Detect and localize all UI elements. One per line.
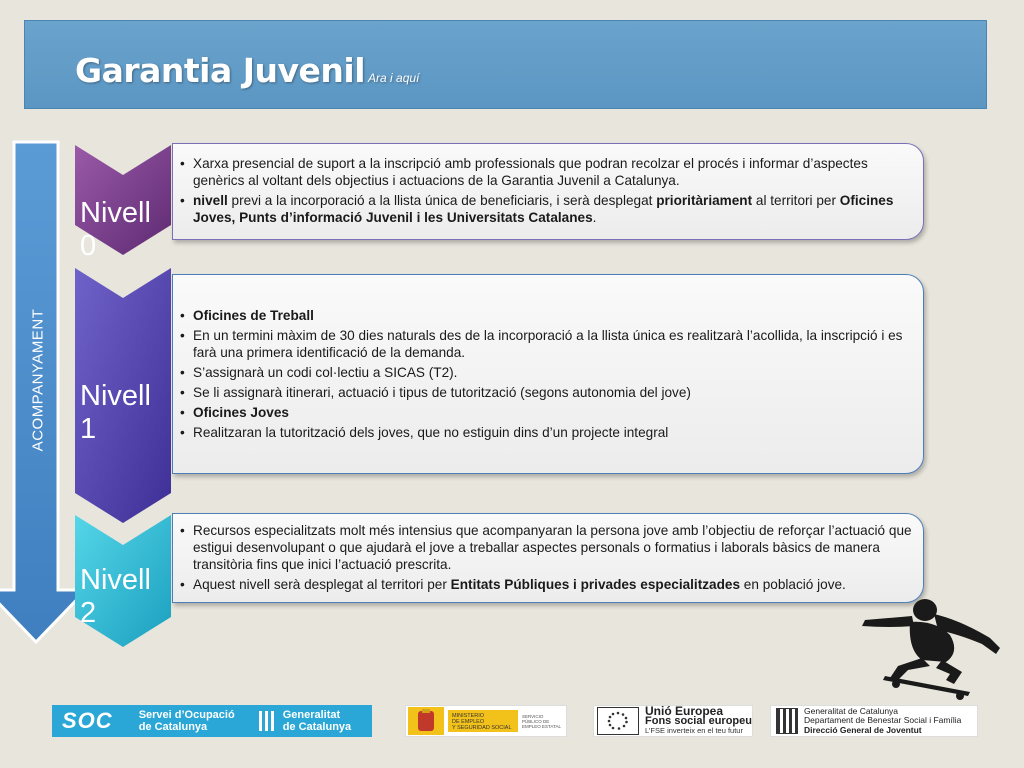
bullet-text-segment: Oficines de Treball bbox=[193, 308, 314, 323]
ministerio-line2: DE EMPLEO bbox=[452, 719, 485, 725]
level-1-bullet bbox=[173, 327, 913, 361]
page-subtitle: Ara i aquí bbox=[368, 71, 420, 85]
bullet-text-segment: nivell bbox=[193, 193, 228, 208]
bullet-text-segment: previ a la incorporació a la llista única de beneficiaris, i serà desplegat bbox=[227, 193, 657, 208]
level-1-list bbox=[173, 307, 913, 441]
level-2-description bbox=[172, 513, 924, 603]
generalitat-line2: de Catalunya bbox=[282, 721, 352, 733]
level-1-bullet bbox=[173, 424, 913, 441]
bullet-text-segment: S’assignarà un codi col·lectiu a SICAS (T2). bbox=[193, 365, 458, 380]
level-2-bullet bbox=[173, 522, 913, 573]
generalitat-benestar-logo bbox=[770, 705, 978, 737]
level-1-bullet bbox=[173, 384, 913, 401]
level-2-list bbox=[173, 522, 913, 593]
eu-logo bbox=[593, 705, 753, 737]
gencat-line1: Generalitat de Catalunya bbox=[804, 705, 899, 716]
soc-logo bbox=[52, 705, 372, 737]
generalitat-icon bbox=[259, 711, 277, 731]
coat-of-arms-icon bbox=[408, 707, 444, 735]
soc-name-line2: de Catalunya bbox=[138, 721, 208, 733]
level-1-label: Nivell 1 bbox=[80, 380, 151, 445]
bullet-text-segment: al territori per bbox=[752, 193, 840, 208]
level-2-bullet bbox=[173, 576, 913, 593]
level-0-description bbox=[172, 143, 924, 240]
soc-name bbox=[139, 709, 249, 733]
soc-name-line1: Servei d’Ocupació bbox=[138, 709, 235, 721]
eu-line2: Fons social europeu bbox=[645, 715, 752, 727]
ministerio-line1: MINISTERIO bbox=[452, 713, 485, 719]
bullet-text-segment: Oficines Joves bbox=[193, 405, 289, 420]
gencat-line2: Departament de Benestar Social i Família bbox=[804, 715, 962, 726]
level-0-bullet bbox=[173, 192, 913, 226]
bullet-text-segment: Xarxa presencial de suport a la inscripció amb professionals que podran recolzar el procés i informar d’aspectes genèrics al voltant dels objectius i actuacions de la Garantia Juvenil a Catalunya. bbox=[193, 156, 868, 188]
ministerio-line3: Y SEGURIDAD SOCIAL bbox=[452, 725, 512, 731]
level-0-label: Nivell 0 bbox=[80, 197, 151, 262]
bullet-text-segment: Se li assignarà itinerari, actuació i tipus de tutorització (segons autonomia del jove) bbox=[193, 385, 691, 400]
generalitat-line1: Generalitat bbox=[282, 709, 341, 721]
bullet-text-segment: prioritàriament bbox=[656, 193, 753, 208]
level-1-description bbox=[172, 274, 924, 474]
bullet-text-segment: En un termini màxim de 30 dies naturals des de la incorporació a la llista única es realitzarà l’acollida, la inscripció i es farà una primera identificació de la demanda. bbox=[193, 328, 903, 360]
bullet-text-segment: . bbox=[592, 210, 597, 225]
eu-line1: Unió Europea bbox=[645, 704, 724, 718]
bullet-text-segment: Realitzaran la tutorització dels joves, que no estiguin dins d’un projecte integral bbox=[193, 425, 669, 440]
bullet-text-segment: Entitats Públiques i privades especialitzades bbox=[450, 577, 741, 592]
skateboarder-illustration bbox=[850, 580, 1010, 700]
gencat-line3: Direcció General de Joventut bbox=[804, 724, 922, 735]
page-title bbox=[75, 51, 419, 90]
eu-flag-icon bbox=[597, 707, 639, 735]
generalitat-mark bbox=[259, 709, 351, 733]
eu-line3: L’FSE inverteix en el teu futur bbox=[645, 726, 743, 735]
bullet-text-segment: en població jove. bbox=[740, 577, 846, 592]
title-banner bbox=[24, 20, 987, 109]
bullet-text-segment: Aquest nivell serà desplegat al territori per bbox=[193, 577, 451, 592]
level-1-bullet bbox=[173, 404, 913, 421]
level-2-label: Nivell 2 bbox=[80, 564, 151, 629]
level-0-list bbox=[173, 155, 913, 226]
sepe-text: SERVICIO PÚBLICO DE EMPLEO ESTATAL bbox=[522, 713, 562, 729]
ministerio-logo bbox=[405, 705, 567, 737]
generalitat-emblem-icon bbox=[776, 708, 798, 734]
level-1-bullet bbox=[173, 307, 913, 324]
level-1-bullet bbox=[173, 364, 913, 381]
accompaniment-label: ACOMPANYAMENT bbox=[29, 308, 47, 452]
bullet-text-segment: Oficines Joves, Punts d’informació Juvenil i les Universitats Catalanes bbox=[193, 193, 894, 225]
bullet-text-segment: Recursos especialitzats molt més intensius que acompanyaran la persona jove amb l’objectiu de reforçar l’actuació que estigui desenvolupant o que ajudarà el jove a treballar aspectes personals o formatius i laborals bàsics de manera transitòria fins que inici l’actuació prescrita. bbox=[193, 523, 912, 572]
level-0-bullet bbox=[173, 155, 913, 189]
soc-abbr: SOC bbox=[62, 708, 113, 733]
title-text: Garantia Juvenil bbox=[75, 51, 366, 90]
